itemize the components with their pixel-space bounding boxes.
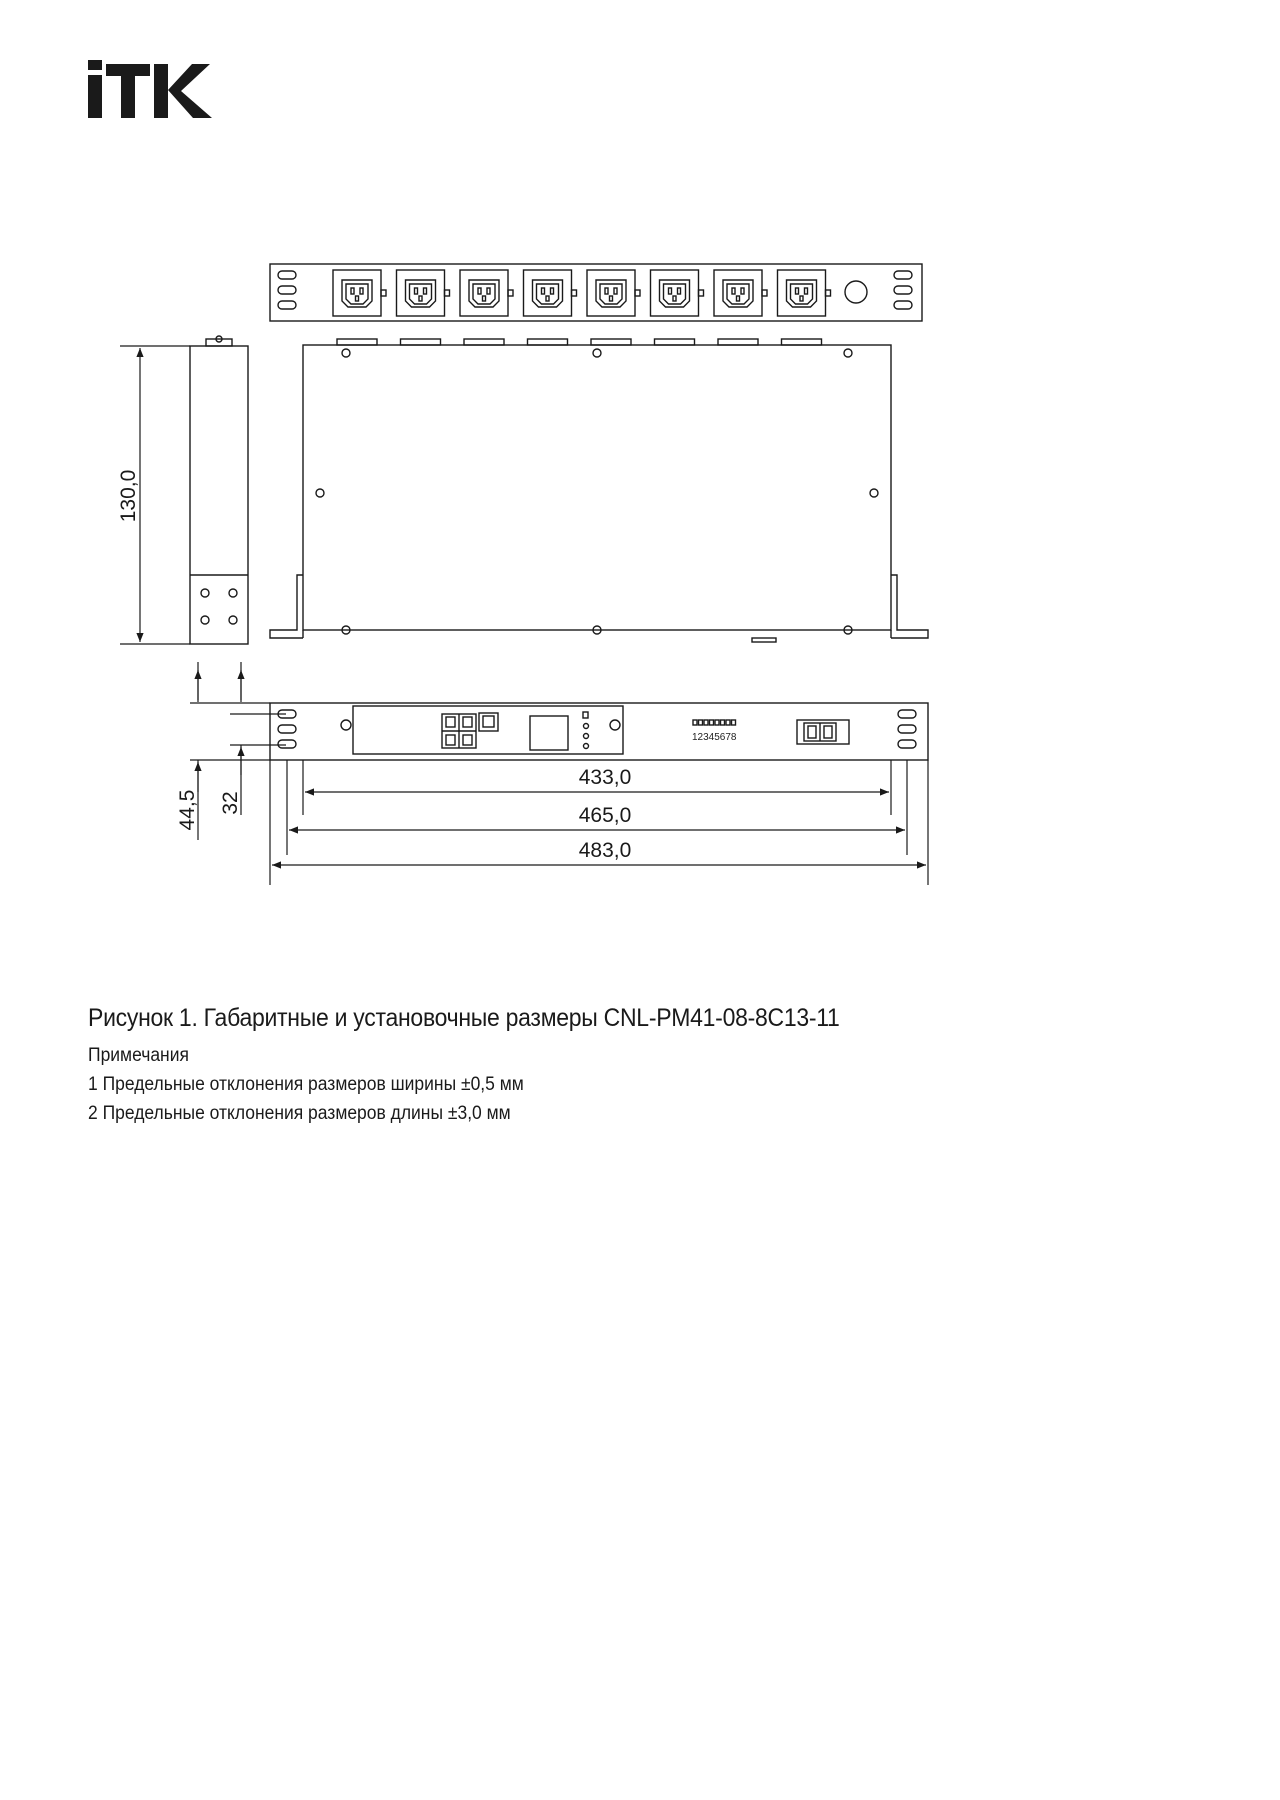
dim-panel-height: 44,5 bbox=[176, 789, 199, 831]
rear-panel bbox=[270, 703, 928, 760]
figure-title: Рисунок 1. Габаритные и установочные размеры CNL-PM41-08-8C13-11 bbox=[88, 1004, 840, 1032]
dim-hole-spacing: 32 bbox=[219, 791, 242, 815]
top-view-body bbox=[270, 339, 928, 642]
c13-outlet bbox=[460, 270, 513, 316]
side-view bbox=[190, 336, 248, 644]
c13-outlet bbox=[778, 270, 831, 316]
c13-outlet bbox=[714, 270, 767, 316]
dim-width-inner: 433,0 bbox=[578, 766, 632, 789]
dim-height: 130,0 bbox=[117, 469, 140, 523]
notes-heading: Примечания bbox=[88, 1045, 189, 1066]
dim-width-total: 483,0 bbox=[578, 839, 632, 862]
c13-outlet bbox=[333, 270, 386, 316]
panel-label: 12345678 bbox=[692, 732, 737, 743]
c13-outlet bbox=[651, 270, 704, 316]
note-item: 1 Предельные отклонения размеров ширины ±0,5 мм bbox=[88, 1074, 524, 1095]
c13-outlet bbox=[397, 270, 450, 316]
figure-caption bbox=[88, 1003, 1188, 1128]
c13-outlet bbox=[524, 270, 577, 316]
c13-outlet bbox=[587, 270, 640, 316]
note-item: 2 Предельные отклонения размеров длины ±3,0 мм bbox=[88, 1103, 511, 1124]
front-view-outlets bbox=[270, 264, 922, 321]
dim-width-mount: 465,0 bbox=[578, 804, 632, 827]
